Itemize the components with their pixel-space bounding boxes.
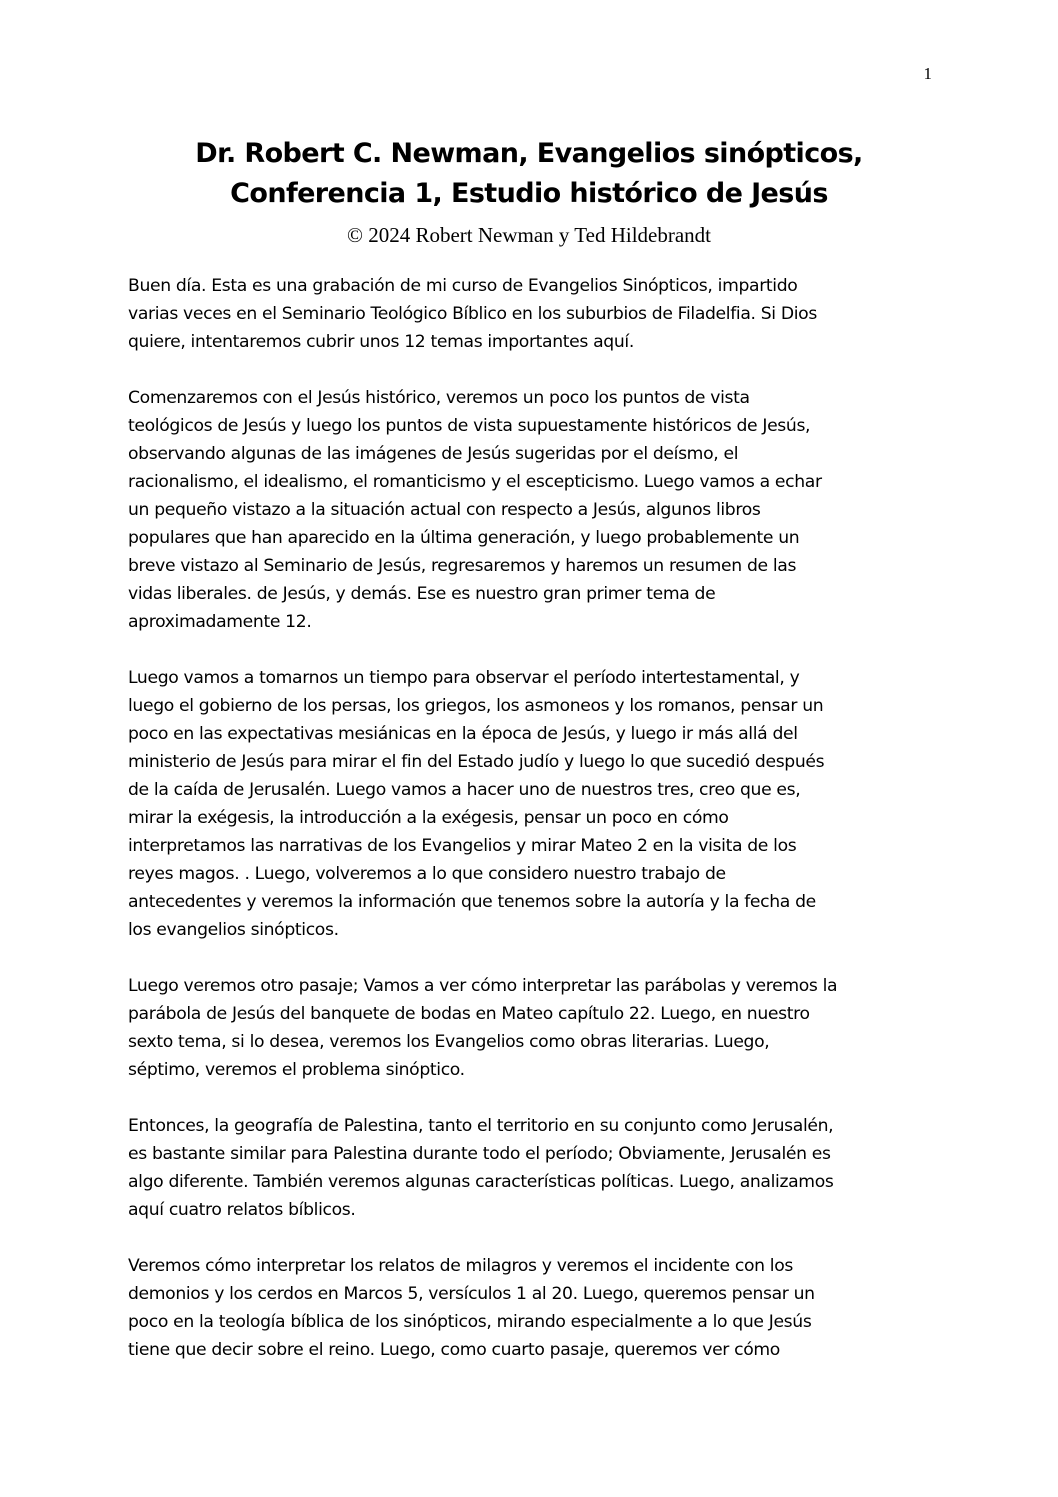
paragraph-4: Luego veremos otro pasaje; Vamos a ver cómo interpretar las parábolas y veremos la parábola de Jesús del banquete de bodas en Mateo capítulo 22. Luego, en nuestro sexto tema, si lo desea, veremos los Evangelios como obras literarias. Luego, séptimo, veremos el problema sinóptico. [128, 976, 838, 1080]
body-text [128, 272, 938, 1392]
page-number: 1 [923, 64, 932, 83]
paragraph-3: Luego vamos a tomarnos un tiempo para observar el período intertestamental, y luego el gobierno de los persas, los griegos, los asmoneos y los romanos, pensar un poco en las expectativas mesiánicas en la época de Jesús, y luego ir más allá del ministerio de Jesús para mirar el fin del Estado judío y luego lo que sucedió después de la caída de Jerusalén. Luego vamos a hacer uno de nuestros tres, creo que es, mirar la exégesis, la introducción a la exégesis, pensar un poco en cómo interpretamos las narrativas de los Evangelios y mirar Mateo 2 en la visita de los reyes magos. . Luego, volveremos a lo que considero nuestro trabajo de antecedentes y veremos la información que tenemos sobre la autoría y la fecha de los evangelios sinópticos. [128, 668, 825, 940]
copyright-line: © 2024 Robert Newman y Ted Hildebrandt [346, 223, 712, 247]
paragraph-1: Buen día. Esta es una grabación de mi curso de Evangelios Sinópticos, impartido varias veces en el Seminario Teológico Bíblico en los suburbios de Filadelfia. Si Dios quiere, intentaremos cubrir unos 12 temas importantes aquí. [128, 276, 817, 352]
paragraph-6: Veremos cómo interpretar los relatos de milagros y veremos el incidente con los demonios y los cerdos en Marcos 5, versículos 1 al 20. Luego, queremos pensar un poco en la teología bíblica de los sinópticos, mirando especialmente a lo que Jesús tiene que decir sobre el reino. Luego, como cuarto pasaje, queremos ver cómo [128, 1256, 815, 1360]
paragraph-5: Entonces, la geografía de Palestina, tanto el territorio en su conjunto como Jerusalén, es bastante similar para Palestina durante todo el período; Obviamente, Jerusalén es algo diferente. También veremos algunas características políticas. Luego, analizamos aquí cuatro relatos bíblicos. [128, 1116, 834, 1220]
paragraph-2: Comenzaremos con el Jesús histórico, veremos un poco los puntos de vista teológicos de Jesús y luego los puntos de vista supuestamente históricos de Jesús, observando algunas de las imágenes de Jesús sugeridas por el deísmo, el racionalismo, el idealismo, el romanticismo y el escepticismo. Luego vamos a echar un pequeño vistazo a la situación actual con respecto a Jesús, algunos libros populares que han aparecido en la última generación, y luego probablemente un breve vistazo al Seminario de Jesús, regresaremos y haremos un resumen de las vidas liberales. de Jesús, y demás. Ese es nuestro gran primer tema de aproximadamente 12. [128, 388, 822, 632]
document-title: Dr. Robert C. Newman, Evangelios sinópticos, Conferencia 1, Estudio histórico de Jesús [195, 138, 863, 209]
